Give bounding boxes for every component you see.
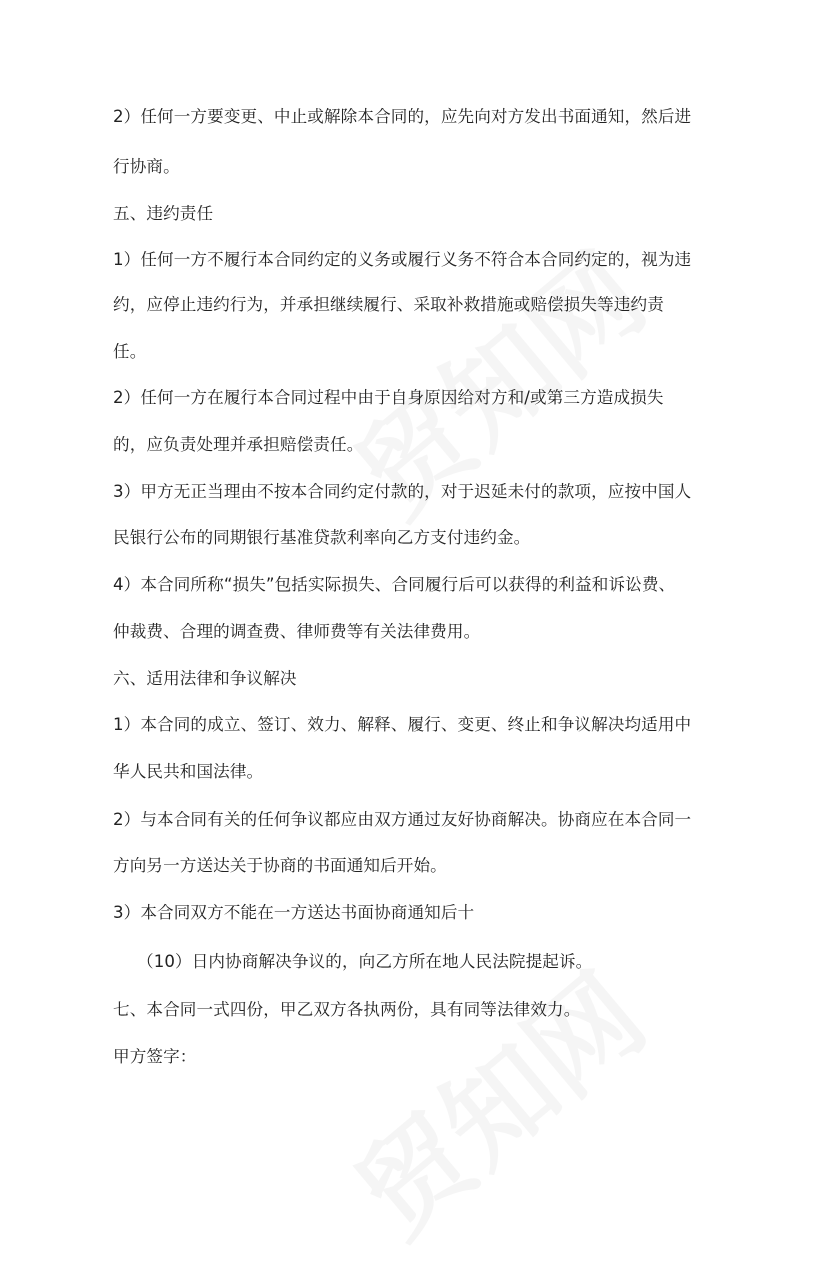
watermark (318, 932, 672, 1265)
paragraph-line: 约，应停止违约行为，并承担继续履行、采取补救措施或赔偿损失等违约责 (113, 295, 664, 314)
paragraph-line: 民银行公布的同期银行基准贷款利率向乙方支付违约金。 (113, 528, 531, 547)
paragraph-line: 方向另一方送达关于协商的书面通知后开始。 (113, 856, 447, 875)
paragraph-line: 1）本合同的成立、签订、效力、解释、履行、变更、终止和争议解决均适用中 (113, 715, 692, 734)
paragraph-line: 3）本合同双方不能在一方送达书面协商通知后十 (113, 903, 475, 922)
paragraph-line: 行协商。 (113, 157, 180, 176)
signature-label: 甲方签字： (113, 1047, 197, 1066)
paragraph-line: 3）甲方无正当理由不按本合同约定付款的，对于迟延未付的款项，应按中国人 (113, 482, 692, 501)
paragraph-line: 仲裁费、合理的调查费、律师费等有关法律费用。 (113, 622, 481, 641)
paragraph-line: 2）任何一方要变更、中止或解除本合同的，应先向对方发出书面通知，然后进 (113, 107, 692, 126)
paragraph-line: 1）任何一方不履行本合同约定的义务或履行义务不符合本合同约定的，视为违 (113, 250, 692, 269)
paragraph-line: 2）与本合同有关的任何争议都应由双方通过友好协商解决。协商应在本合同一 (113, 810, 692, 829)
paragraph-line: （10）日内协商解决争议的，向乙方所在地人民法院提起诉。 (137, 952, 593, 971)
section-heading: 七、本合同一式四份，甲乙双方各执两份，具有同等法律效力。 (113, 1000, 581, 1019)
paragraph-line: 华人民共和国法律。 (113, 762, 264, 781)
paragraph-line: 的，应负责处理并承担赔偿责任。 (113, 435, 364, 454)
paragraph-line: 任。 (113, 342, 147, 361)
paragraph-line: 2）任何一方在履行本合同过程中由于自身原因给对方和/或第三方造成损失 (113, 388, 664, 407)
section-heading: 六、适用法律和争议解决 (113, 669, 297, 688)
section-heading: 五、违约责任 (113, 204, 214, 223)
paragraph-line: 4）本合同所称“损失”包括实际损失、合同履行后可以获得的利益和诉讼费、 (113, 575, 676, 594)
